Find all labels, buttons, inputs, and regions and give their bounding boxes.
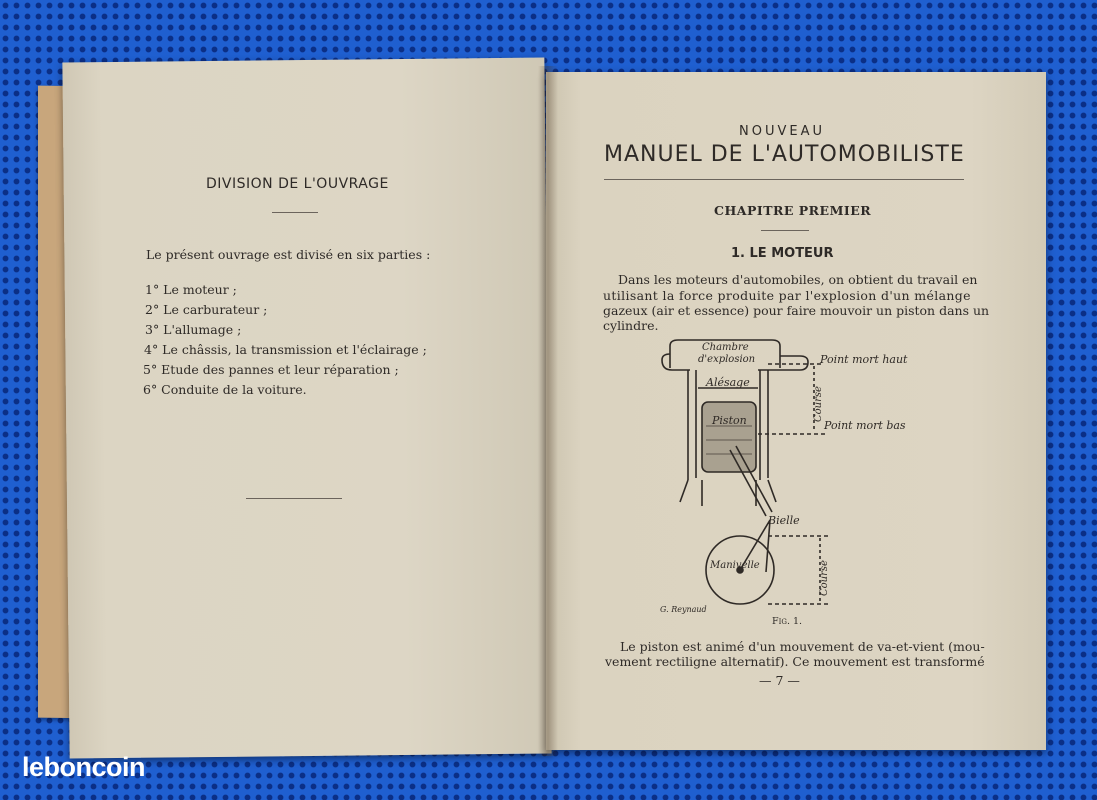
left-page-title: DIVISION DE L'OUVRAGE (206, 176, 389, 192)
signature: G. Reynaud (660, 605, 707, 614)
label-course-bottom: Course (819, 560, 830, 596)
list-item: 4° Le châssis, la transmission et l'éclairage ; (144, 342, 427, 357)
list-item: 6° Conduite de la voiture. (143, 382, 307, 397)
label-manivelle: Manivelle (710, 560, 760, 571)
label-chambre: Chambre (702, 342, 749, 353)
page-number: — 7 — (759, 673, 800, 688)
list-item: 2° Le carburateur ; (145, 302, 268, 317)
list-item: 5° Etude des pannes et leur réparation ; (143, 362, 399, 377)
section-title: 1. LE MOTEUR (731, 246, 834, 261)
label-pmb: Point mort bas (824, 419, 906, 432)
chapter-title: CHAPITRE PREMIER (714, 203, 872, 218)
label-course-top: Course (813, 386, 824, 422)
list-item: 1° Le moteur ; (145, 282, 237, 297)
text-line: Dans les moteurs d'automobiles, on obtient du travail en (618, 272, 978, 287)
label-piston: Piston (712, 414, 747, 427)
text-line: vement rectiligne alternatif). Ce mouvement est transformé (605, 654, 985, 669)
label-alesage: Alésage (706, 376, 750, 389)
book-gutter (538, 66, 558, 756)
text-line: cylindre. (603, 318, 659, 333)
leboncoin-watermark: leboncoin (22, 752, 145, 782)
header-big: MANUEL DE L'AUTOMOBILISTE (604, 142, 965, 167)
chapter-rule (761, 230, 809, 231)
left-title-rule (272, 212, 318, 213)
header-rule (604, 179, 964, 180)
label-bielle: Bielle (768, 514, 800, 527)
piston (702, 402, 756, 472)
list-item: 3° L'allumage ; (145, 322, 242, 337)
text-line: Le piston est animé d'un mouvement de va-et-vient (mou- (620, 639, 985, 654)
left-bottom-rule (246, 498, 342, 499)
label-explosion: d'explosion (698, 354, 756, 365)
engine-diagram (640, 330, 940, 630)
header-small: NOUVEAU (739, 124, 825, 139)
figure-caption: Fig. 1. (772, 616, 803, 627)
left-page-intro: Le présent ouvrage est divisé en six parties : (146, 247, 431, 262)
text-line: gazeux (air et essence) pour faire mouvoir un piston dans un (603, 303, 990, 318)
left-page (62, 57, 551, 758)
label-pmh: Point mort haut (820, 353, 908, 366)
text-line: utilisant la force produite par l'explosion d'un mélange (603, 288, 971, 303)
